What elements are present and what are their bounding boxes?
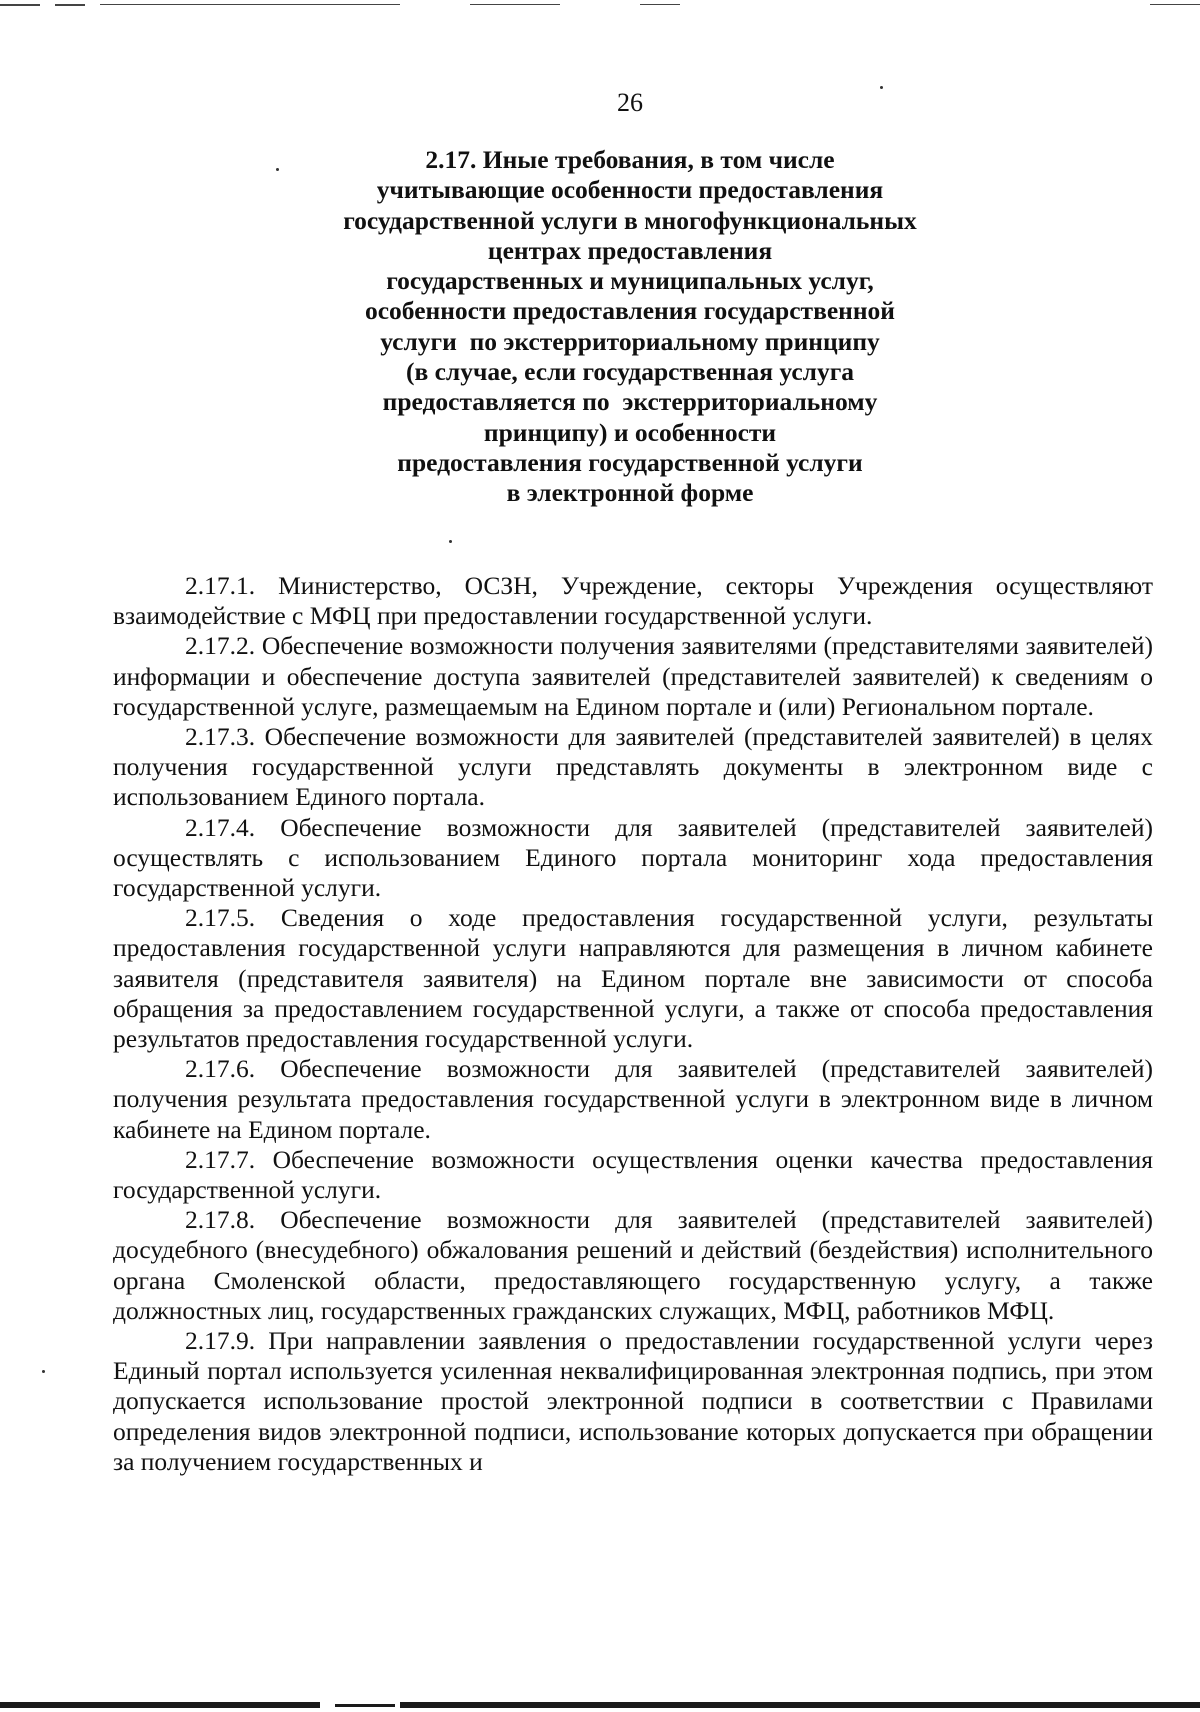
heading-line: государственных и муниципальных услуг, <box>386 266 874 296</box>
heading-line: (в случае, если государственная услуга <box>405 357 855 387</box>
paragraph-2-17-8: 2.17.8. Обеспечение возможности для заявителей (представителей заявителей) досудебного (внесудебного) обжалования решений и действий (бездействия) исполнительного органа Смоленской области, предоставляющего государственную услугу, а также должностных лиц, государственных гражданских служащих, МФЦ, работников МФЦ. <box>113 1205 1153 1325</box>
paragraph-2-17-5: 2.17.5. Сведения о ходе предоставления государственной услуги, результаты предоставления государственной услуги направляются для размещения в личном кабинете заявителя (представителя заявителя) на Едином портале вне зависимости от способа обращения за предоставлением государственной услуги, а также от способа предоставления результатов предоставления государственной услуги. <box>113 903 1153 1054</box>
heading-line: центрах предоставления <box>487 235 773 265</box>
paragraph-2-17-4: 2.17.4. Обеспечение возможности для заявителей (представителей заявителей) осуществлять с использованием Единого портала мониторинг хода предоставления государственной услуги. <box>113 812 1153 903</box>
scan-speck <box>449 540 452 543</box>
heading-line: в электронной форме <box>506 478 754 508</box>
section-heading <box>250 145 1010 509</box>
paragraph-2-17-7: 2.17.7. Обеспечение возможности осуществления оценки качества предоставления государственной услуги. <box>113 1144 1153 1205</box>
heading-line: предоставляется по экстерриториальному <box>382 387 878 417</box>
paragraph-2-17-2: 2.17.2. Обеспечение возможности получения заявителями (представителями заявителей) информации и обеспечение доступа заявителей (представителей заявителей) к сведениям о государственной услуге, размещаемым на Едином портале и (или) Региональном портале. <box>113 631 1153 721</box>
paragraph-2-17-3: 2.17.3. Обеспечение возможности для заявителей (представителей заявителей) в целях получения государственной услуги представлять документы в электронном виде с использованием Единого портала. <box>113 722 1153 812</box>
scan-speck <box>42 1370 45 1373</box>
scan-edge-bottom <box>0 1694 1200 1712</box>
paragraph-2-17-6: 2.17.6. Обеспечение возможности для заявителей (представителей заявителей) получения результата предоставления государственной услуги в электронном виде в личном кабинете на Едином портале. <box>113 1054 1153 1144</box>
heading-line: услуги по экстерриториальному принципу <box>380 326 880 356</box>
body-text <box>113 571 1153 1477</box>
heading-line: учитывающие особенности предоставления <box>376 175 884 205</box>
heading-line: государственной услуги в многофункциональных <box>343 205 917 235</box>
paragraph-2-17-1: 2.17.1. Министерство, ОСЗН, Учреждение, секторы Учреждения осуществляют взаимодействие с МФЦ при предоставлении государственной услуги. <box>113 571 1153 631</box>
heading-line: особенности предоставления государственной <box>364 296 896 326</box>
paragraph-2-17-9: 2.17.9. При направлении заявления о предоставлении государственной услуги через Единый портал используется усиленная неквалифицированная электронная подпись, при этом допускается использование простой электронной подписи в соответствии с Правилами определения видов электронной подписи, использование которых допускается при обращении за получением государственных и <box>113 1326 1153 1476</box>
scan-edge-top <box>0 0 1200 14</box>
heading-line: 2.17. Иные требования, в том числе <box>425 145 835 174</box>
page-number: 26 <box>617 88 643 117</box>
heading-line: принципу) и особенности <box>483 417 777 447</box>
heading-line: предоставления государственной услуги <box>397 447 863 477</box>
